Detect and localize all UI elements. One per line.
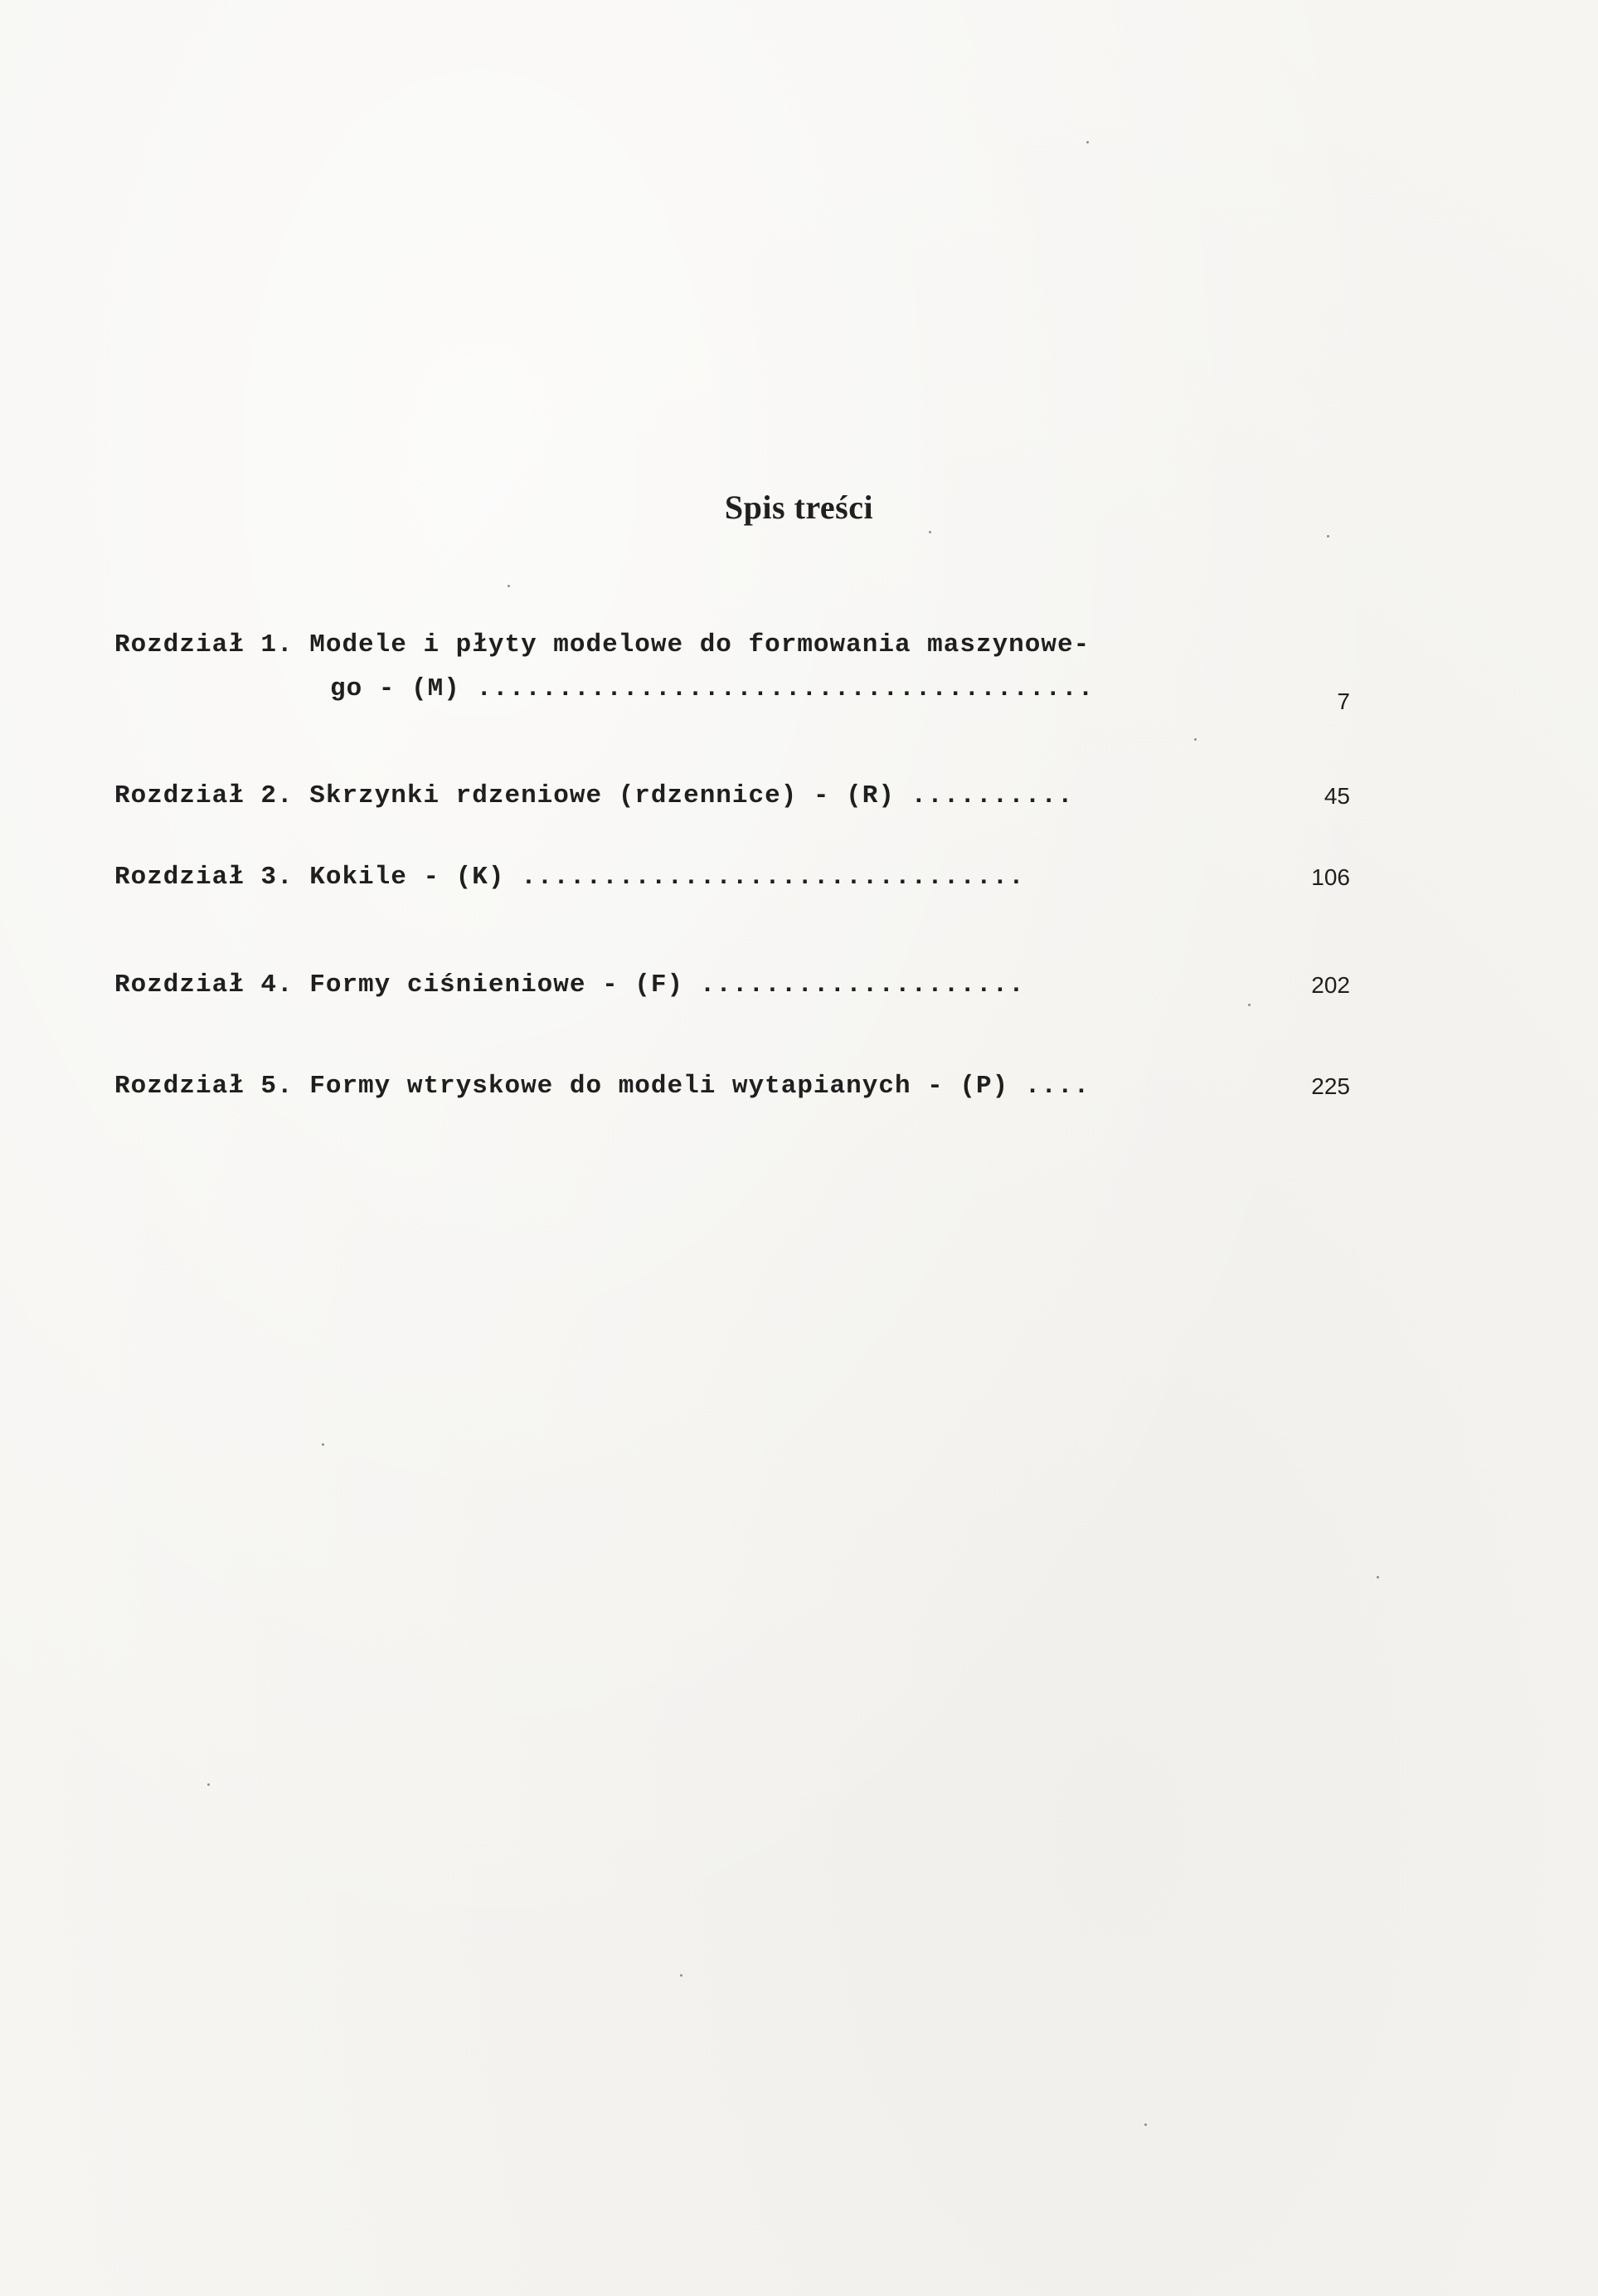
toc-page-number: 7 [1337, 688, 1350, 714]
scan-speck [1144, 2123, 1147, 2126]
scan-speck [1248, 1004, 1251, 1006]
toc-entry-text: Rozdział 4. Formy ciśnieniowe - (F) .................... [114, 970, 1025, 1000]
toc-entry-text-continued: go - (M) ...................................... [330, 674, 1095, 703]
page-title: Spis treści [724, 489, 874, 526]
toc-entry-text: Rozdział 1. Modele i płyty modelowe do formowania maszynowe- [114, 630, 1090, 659]
scan-speck [680, 1974, 682, 1977]
toc-page-number: 45 [1324, 783, 1350, 809]
toc-entry-text: Rozdział 3. Kokile - (K) ............................... [114, 863, 1025, 892]
scan-speck [207, 1783, 210, 1786]
scan-speck [1327, 535, 1329, 538]
scan-speck [929, 531, 931, 533]
scan-speck [1086, 141, 1089, 144]
toc-entry-chapter-5 [114, 1072, 1350, 1101]
toc-entry-chapter-2 [114, 781, 1350, 810]
scan-speck [1377, 1576, 1379, 1578]
scan-speck [1194, 738, 1197, 741]
toc-page-number: 202 [1311, 972, 1350, 998]
toc-entry-text: Rozdział 5. Formy wtryskowe do modeli wytapianych - (P) .... [114, 1072, 1090, 1101]
toc-entry-chapter-3 [114, 863, 1350, 892]
scan-speck [508, 585, 510, 587]
toc-entry-chapter-1 [114, 630, 1350, 714]
toc-page-number: 106 [1311, 864, 1350, 890]
toc-entry-text: Rozdział 2. Skrzynki rdzeniowe (rdzennice) - (R) .......... [114, 781, 1074, 810]
scan-speck [322, 1443, 324, 1446]
toc-entry-chapter-4 [114, 970, 1350, 1000]
toc-page-number: 225 [1311, 1073, 1350, 1099]
